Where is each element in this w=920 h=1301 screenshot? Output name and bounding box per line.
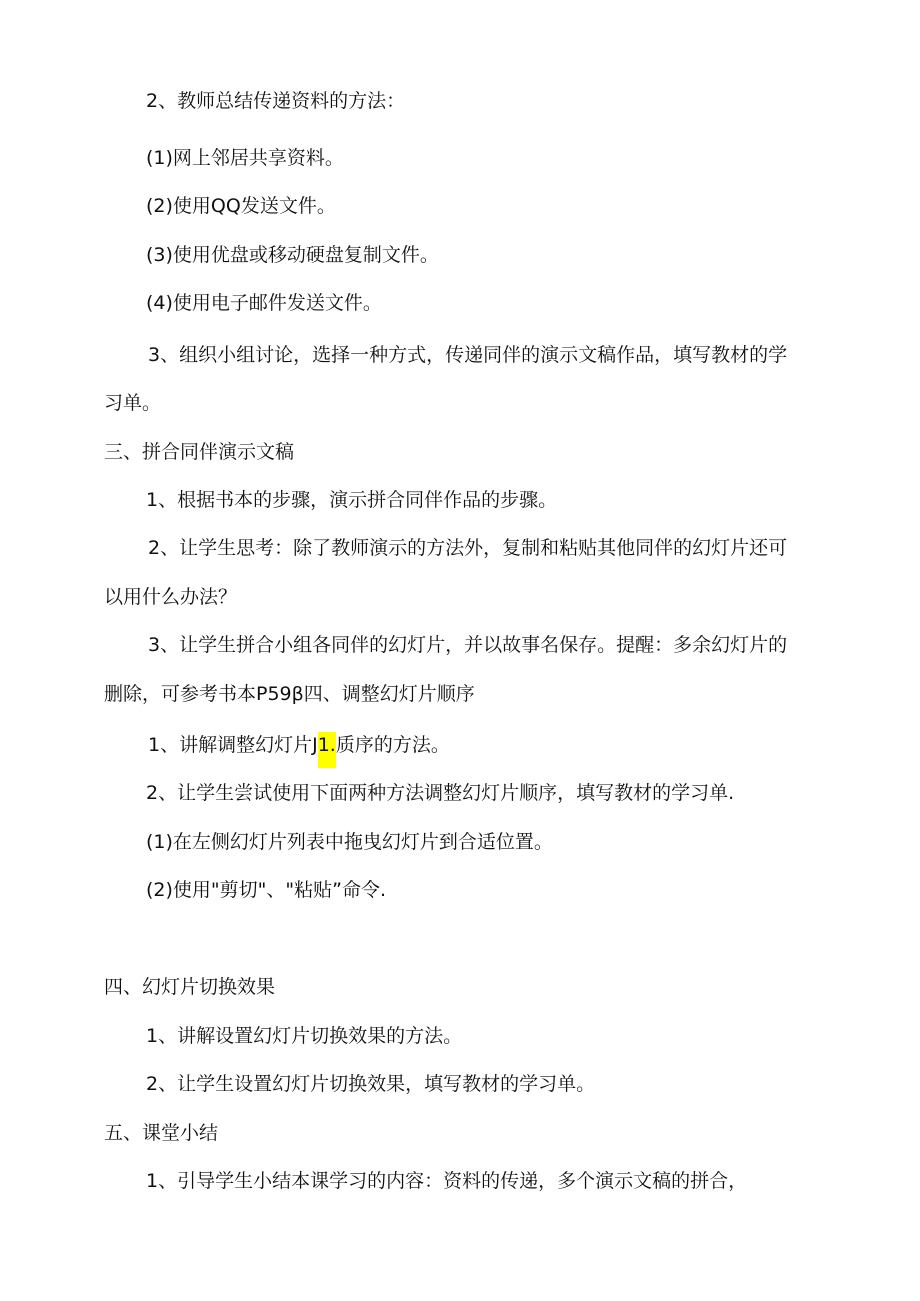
text-line: 1、讲解设置幻灯片切换效果的方法。 xyxy=(146,1025,463,1047)
text-segment: 1、讲解调整幻灯片J xyxy=(148,734,318,756)
text-line: (1)网上邻居共享资料。 xyxy=(146,147,344,169)
text-line: 3、组织小组讨论，选择一种方式，传递同伴的演示文稿作品，填写教材的学 xyxy=(148,344,788,366)
text-line: 1、根据书本的步骤，演示拼合同伴作品的步骤。 xyxy=(146,489,558,511)
section-heading: 三、拼合同伴演示文稿 xyxy=(104,441,295,463)
text-line: (3)使用优盘或移动硬盘复制文件。 xyxy=(146,244,439,266)
highlight-mark: 1. xyxy=(318,732,336,768)
text-line: (2)使用QQ发送文件。 xyxy=(146,195,336,217)
text-line: 1、引导学生小结本课学习的内容：资料的传递，多个演示文稿的拼合， xyxy=(146,1170,748,1192)
text-line: 删除，可参考书本P59β四、调整幻灯片顺序 xyxy=(104,683,475,705)
text-line: 习单。 xyxy=(104,392,162,414)
text-line-highlighted xyxy=(148,732,450,758)
text-line: (1)在左侧幻灯片列表中拖曳幻灯片到合适位置。 xyxy=(146,831,553,853)
text-line: 3、让学生拼合小组各同伴的幻灯片，并以故事名保存。提醒：多余幻灯片的 xyxy=(148,634,788,656)
section-heading: 五、课堂小结 xyxy=(104,1122,219,1144)
section-heading: 四、幻灯片切换效果 xyxy=(104,976,276,998)
text-line: 2、让学生设置幻灯片切换效果，填写教材的学习单。 xyxy=(146,1073,596,1095)
text-line: 2、让学生思考：除了教师演示的方法外，复制和粘贴其他同伴的幻灯片还可 xyxy=(148,537,788,559)
text-line: (4)使用电子邮件发送文件。 xyxy=(146,292,382,314)
text-line: 2、让学生尝试使用下面两种方法调整幻灯片顺序，填写教材的学习单. xyxy=(146,782,735,804)
text-line: 以用什么办法？ xyxy=(104,586,238,608)
text-segment: 质序的方法。 xyxy=(335,734,450,756)
text-line: 2、教师总结传递资料的方法： xyxy=(146,90,406,112)
text-line: (2)使用"剪切"、"粘贴”命令. xyxy=(146,879,387,901)
